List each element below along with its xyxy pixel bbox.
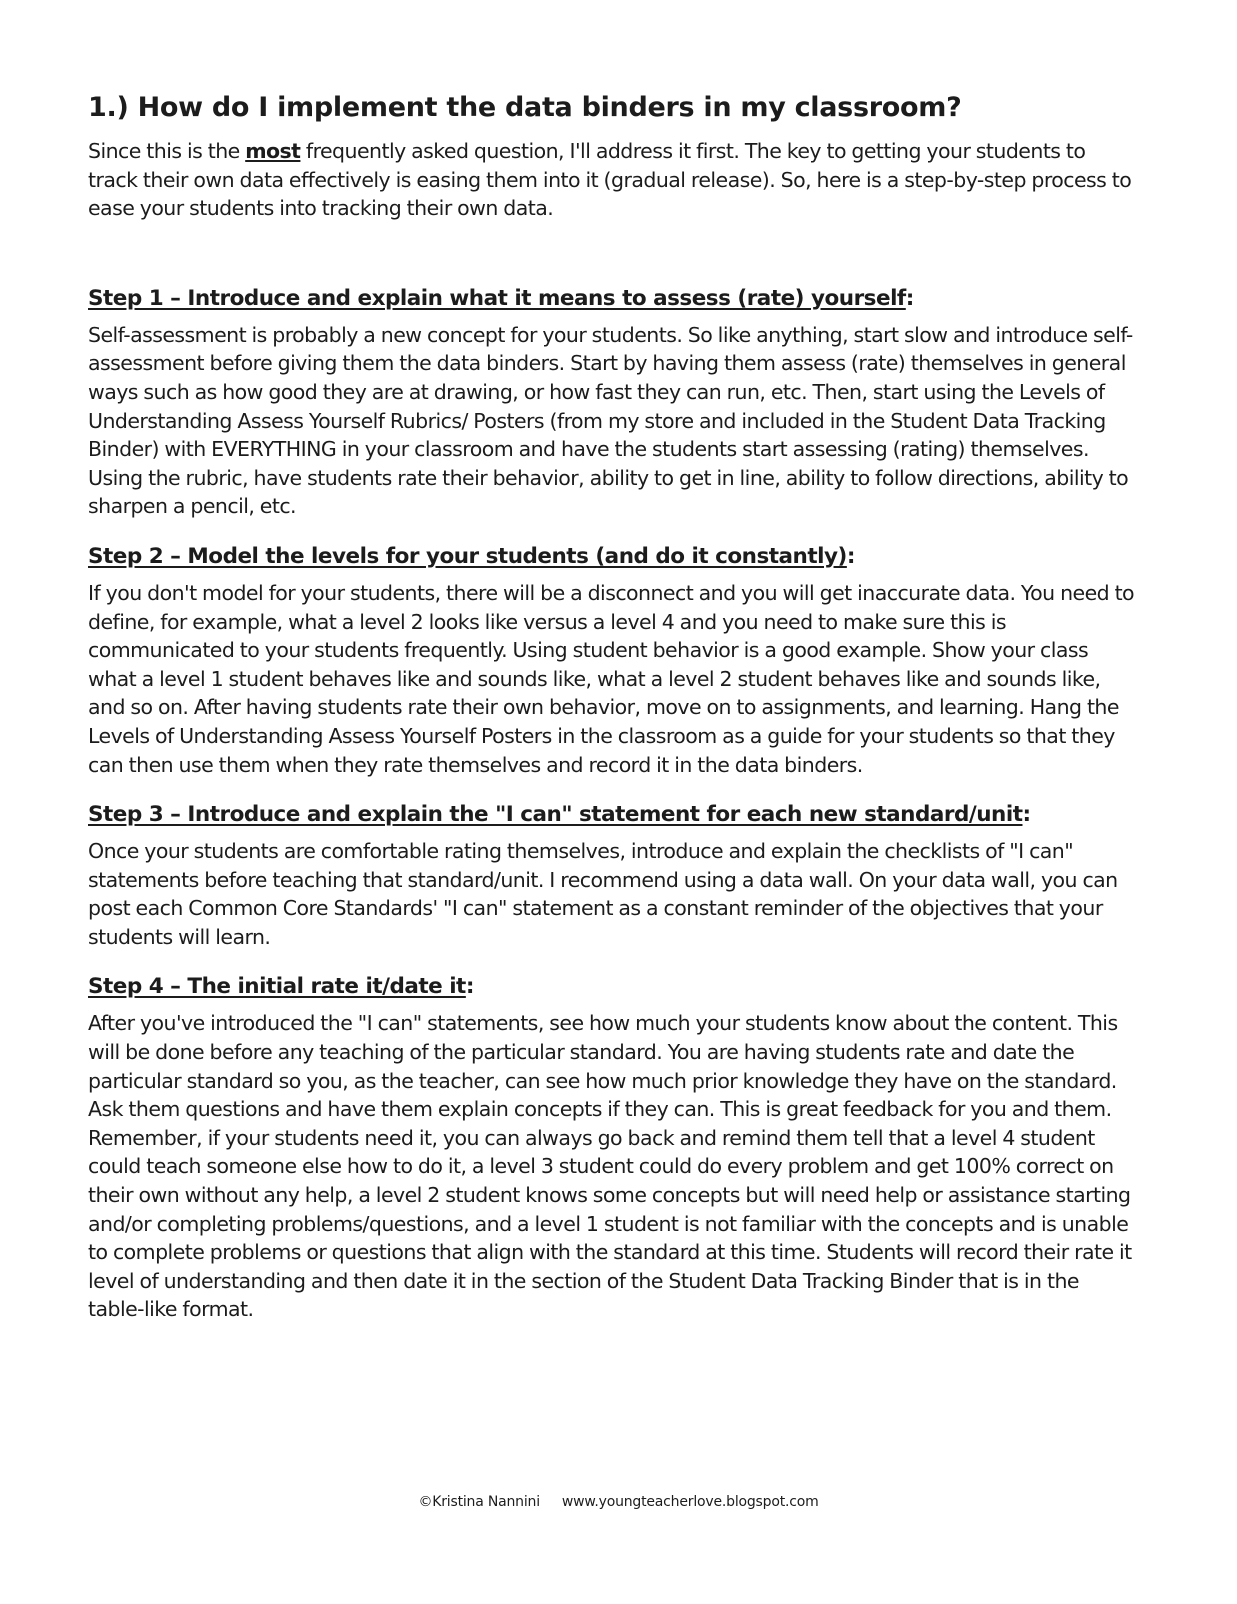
step-2-heading-text: Step 2 – Model the levels for your students (and do it constantly) <box>88 543 847 569</box>
step-1-section <box>88 285 1138 521</box>
footer-author: ©Kristina Nannini <box>418 1494 540 1510</box>
step-3-heading-colon: : <box>1022 802 1031 828</box>
step-2-section <box>88 543 1138 779</box>
step-3-heading-text: Step 3 – Introduce and explain the "I can" statement for each new standard/unit <box>88 802 1023 828</box>
step-1-body: Self-assessment is probably a new concept for your students. So like anything, start slow and introduce self-assessment before giving them the data binders. Start by having them assess (rate) themselves in general ways such as how good they are at drawing, or how fast they can run, etc. Then, start using the Levels of Understanding Assess Yourself Rubrics/ Posters (from my store and included in the Student Data Tracking Binder) with EVERYTHING in your classroom and have the students start assessing (rating) themselves. Using the rubric, have students rate their behavior, ability to get in line, ability to follow directions, ability to sharpen a pencil, etc. <box>88 322 1133 519</box>
intro-paragraph <box>88 137 1138 223</box>
step-4-heading-colon: : <box>465 974 474 1000</box>
step-1-heading-colon: : <box>905 285 914 311</box>
page-title: 1.) How do I implement the data binders in my classroom? <box>88 92 962 123</box>
step-4-body: After you've introduced the "I can" statements, see how much your students know about the content. This will be done before any teaching of the particular standard. You are having students rate and date the particular standard so you, as the teacher, can see how much prior knowledge they have on the standard. Ask them questions and have them explain concepts if they can. This is great feedback for you and them. Remember, if your students need it, you can always go back and remind them tell that a level 4 student could teach someone else how to do it, a level 3 student could do every problem and get 100% correct on their own without any help, a level 2 student knows some concepts but will need help or assistance starting and/or completing problems/questions, and a level 1 student is not familiar with the concepts and is unable to complete problems or questions that align with the standard at this time. Students will record their rate it level of understanding and then date it in the section of the Student Data Tracking Binder that is in the table-like format. <box>88 1011 1132 1322</box>
step-3-body: Once your students are comfortable rating themselves, introduce and explain the checklists of "I can" statements before teaching that standard/unit. I recommend using a data wall. On your data wall, you can post each Common Core Standards' "I can" statement as a constant reminder of the objectives that your students will learn. <box>88 839 1118 949</box>
step-1-heading <box>88 285 1138 313</box>
footer-website: www.youngteacherlove.blogspot.com <box>561 1494 819 1510</box>
step-1-heading-text: Step 1 – Introduce and explain what it means to assess (rate) yourself <box>88 285 906 311</box>
step-3-section <box>88 801 1138 951</box>
document-page <box>88 92 1138 1346</box>
step-4-heading-text: Step 4 – The initial rate it/date it <box>88 974 466 1000</box>
intro-emphasis: most <box>245 139 301 163</box>
step-2-heading-colon: : <box>846 543 855 569</box>
step-3-heading <box>88 801 1138 829</box>
intro-text-start: Since this is the <box>88 139 246 163</box>
intro-text-end: frequently asked question, I'll address it first. The key to getting your students to track their own data effectively is easing them into it (gradual release). So, here is a step-by-step process to ease your students into tracking their own data. <box>88 139 1132 221</box>
step-4-section <box>88 973 1138 1324</box>
step-2-heading <box>88 543 1138 571</box>
step-4-heading <box>88 973 1138 1001</box>
page-footer <box>0 1494 1237 1510</box>
step-2-body: If you don't model for your students, there will be a disconnect and you will get inaccurate data. You need to define, for example, what a level 2 looks like versus a level 4 and you need to make sure this is communicated to your students frequently. Using student behavior is a good example. Show your class what a level 1 student behaves like and sounds like, what a level 2 student behaves like and sounds like, and so on. After having students rate their own behavior, move on to assignments, and learning. Hang the Levels of Understanding Assess Yourself Posters in the classroom as a guide for your students so that they can then use them when they rate themselves and record it in the data binders. <box>88 580 1135 777</box>
